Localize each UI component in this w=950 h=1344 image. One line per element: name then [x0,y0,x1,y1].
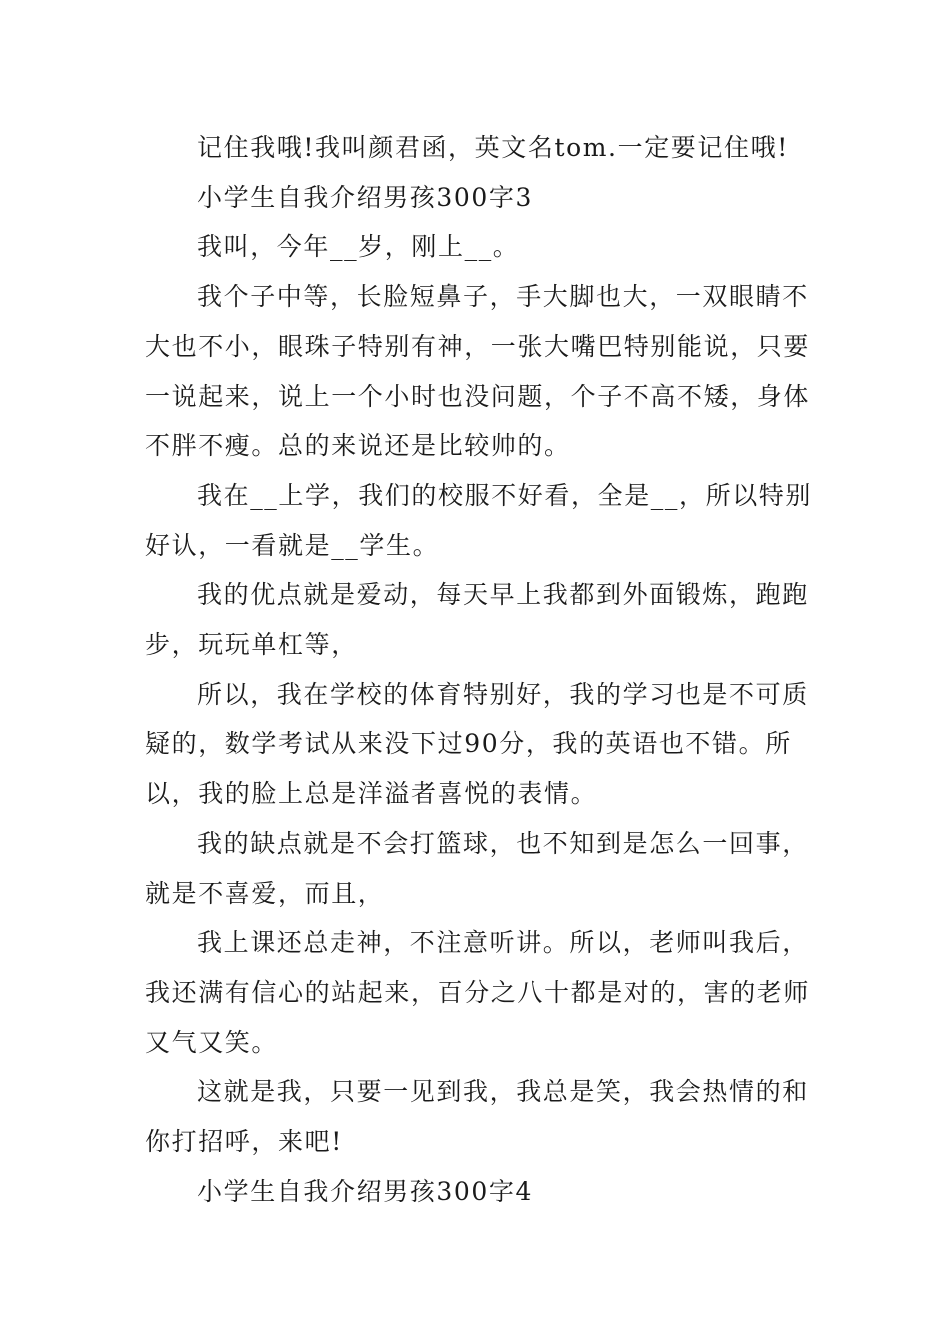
paragraph: 所以，我在学校的体育特别好，我的学习也是不可质疑的，数学考试从来没下过90分，我的英语也不错。所以，我的脸上总是洋溢者喜悦的表情。 [145,679,809,809]
paragraph: 这就是我，只要一见到我，我总是笑，我会热情的和你打招呼，来吧! [145,1077,809,1157]
paragraph: 我的缺点就是不会打篮球，也不知到是怎么一回事，就是不喜爱，而且， [145,828,809,908]
paragraph: 我的优点就是爱动，每天早上我都到外面锻炼，跑跑步，玩玩单杠等， [145,580,809,660]
section-heading: 小学生自我介绍男孩300字4 [197,1176,534,1206]
paragraph: 我叫，今年__岁，刚上__。 [197,232,520,262]
document-body [145,123,825,1216]
paragraph: 我个子中等，长脸短鼻子，手大脚也大，一双眼睛不大也不小，眼珠子特别有神，一张大嘴巴特别能说，只要一说起来，说上一个小时也没问题，个子不高不矮，身体不胖不瘦。总的来说还是比较帅的。 [145,282,811,461]
paragraph: 我在__上学，我们的校服不好看，全是__，所以特别好认，一看就是__学生。 [145,480,813,560]
section-heading: 小学生自我介绍男孩300字3 [197,182,534,212]
paragraph: 记住我哦!我叫颜君函，英文名tom.一定要记住哦! [197,133,789,162]
paragraph: 我上课还总走神，不注意听讲。所以，老师叫我后，我还满有信心的站起来，百分之八十都是对的，害的老师又气又笑。 [145,928,811,1057]
